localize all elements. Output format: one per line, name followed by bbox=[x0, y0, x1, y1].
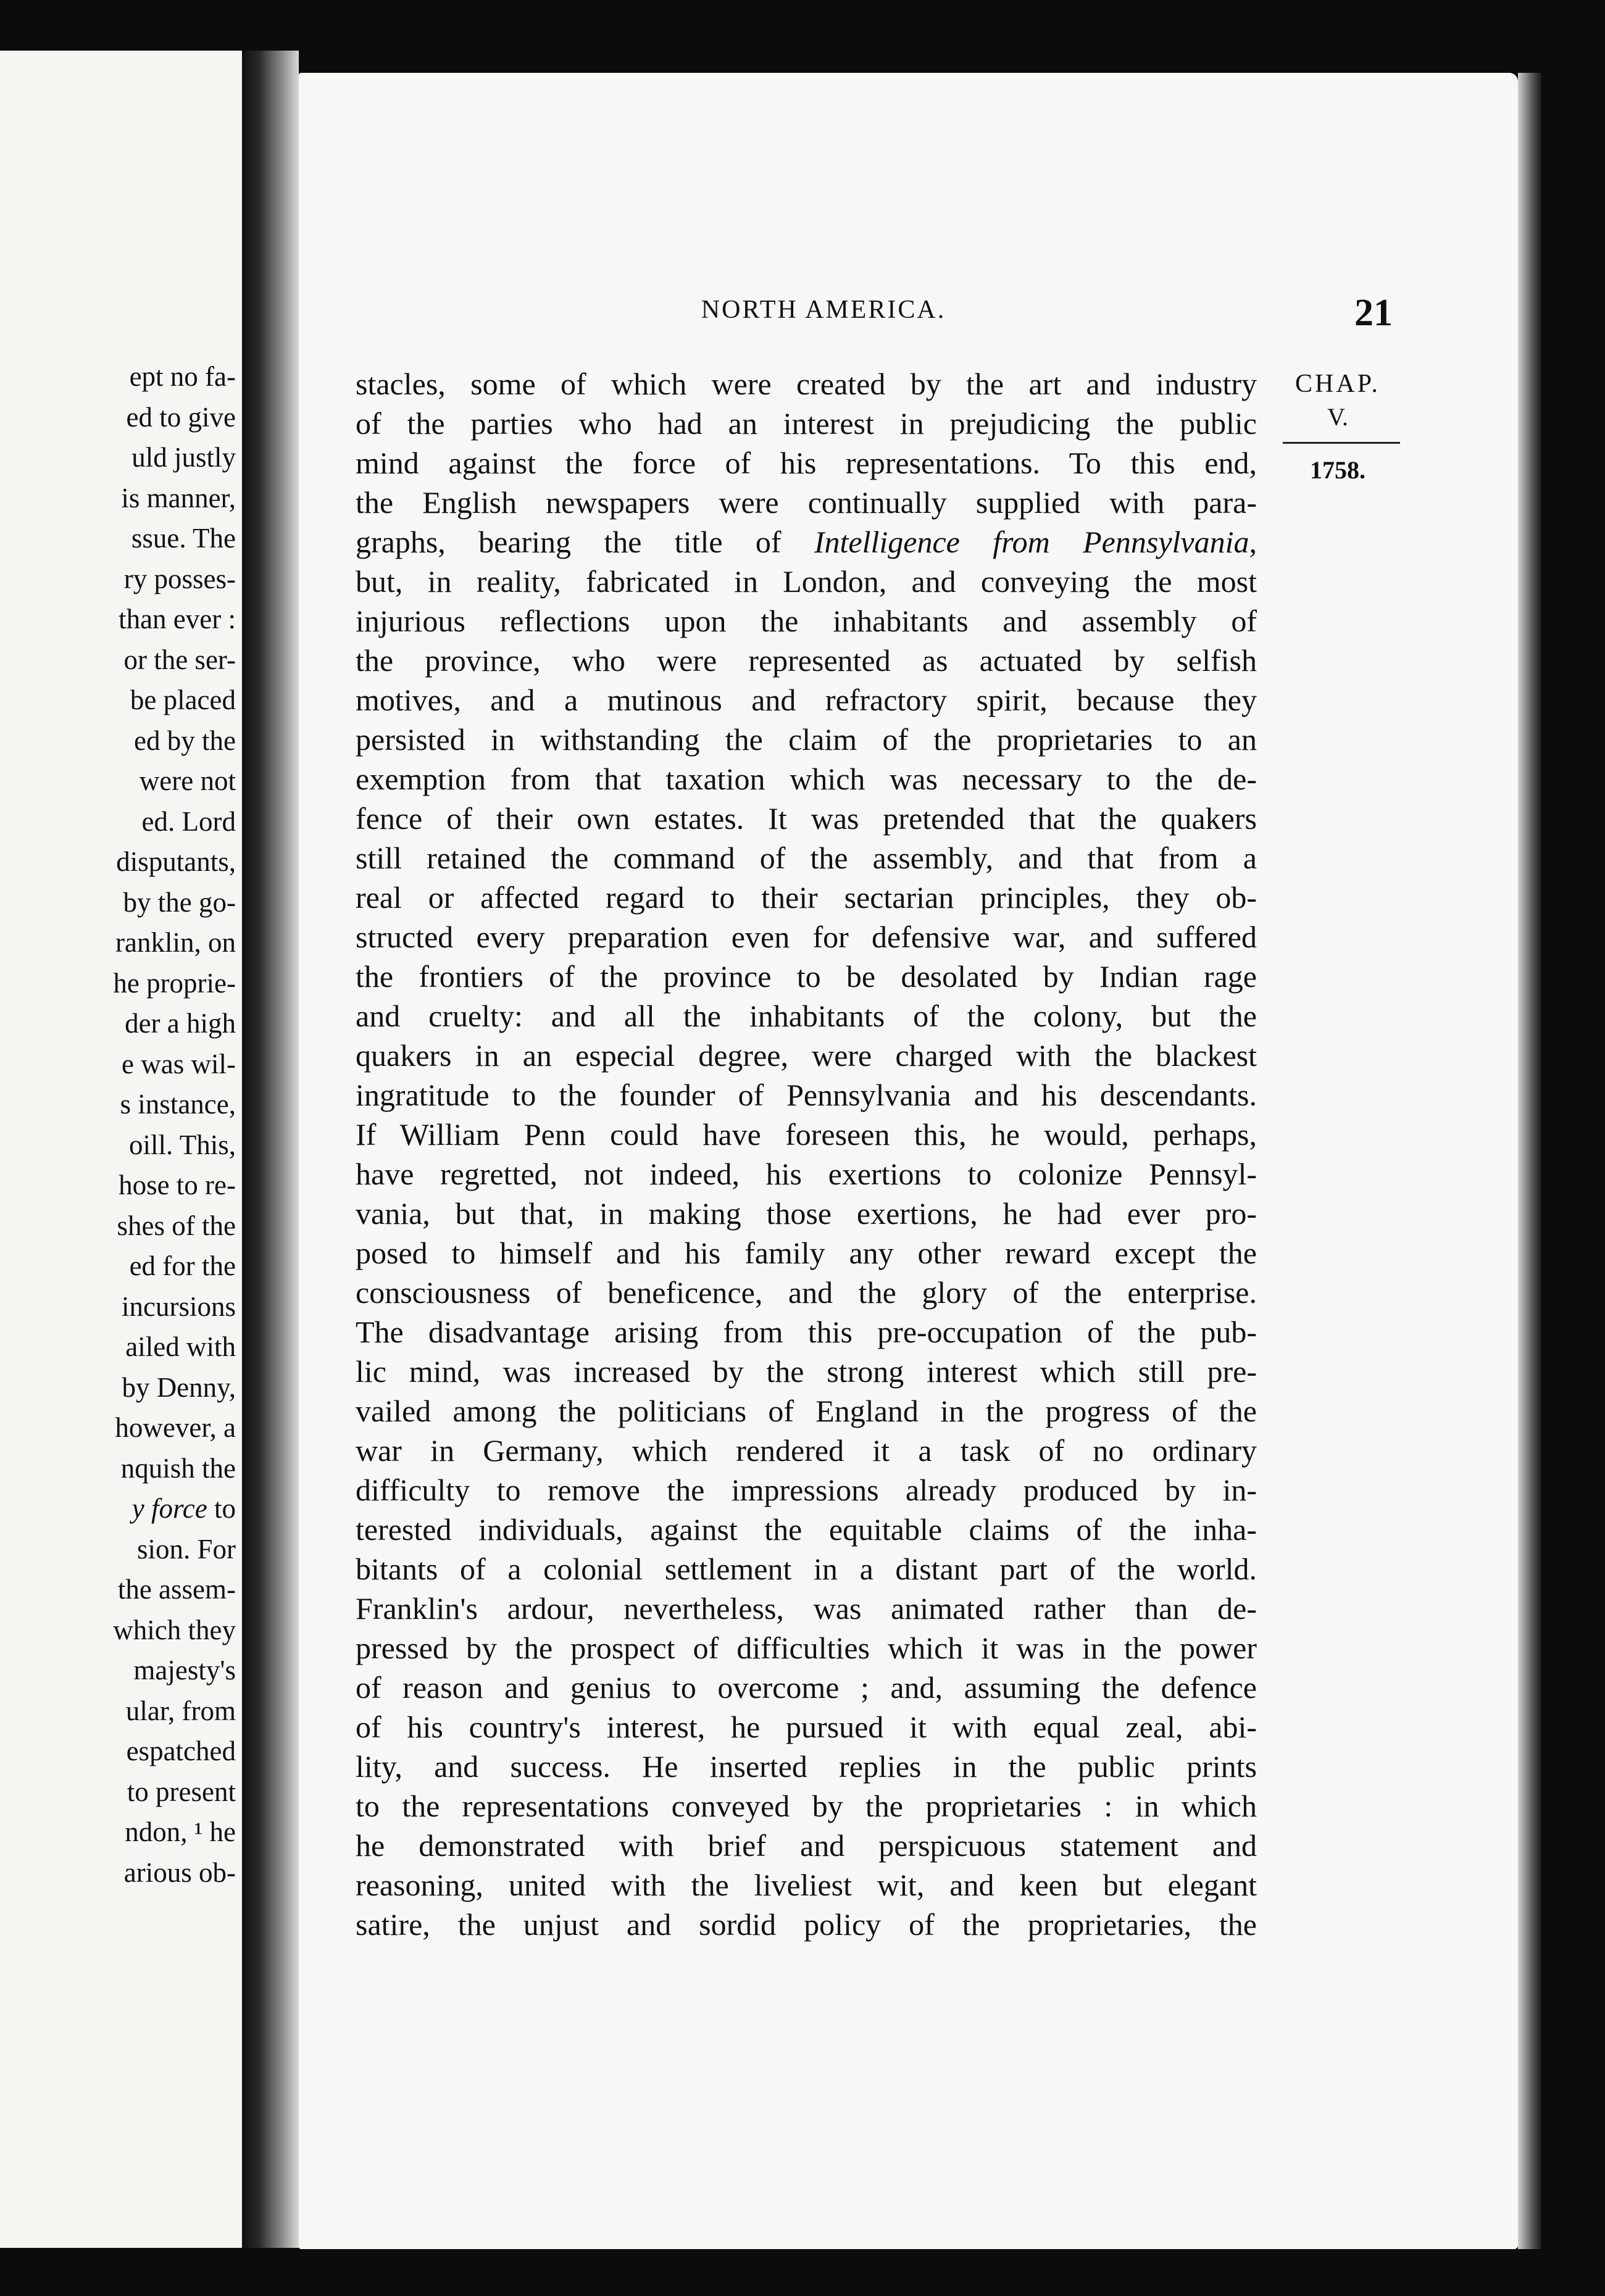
book-gutter bbox=[242, 51, 299, 2248]
body-line: If William Penn could have foreseen this, he would, perhaps, bbox=[356, 1117, 1257, 1152]
body-line: lic mind, was increased by the strong interest which still pre- bbox=[356, 1354, 1257, 1389]
body-line: still retained the command of the assembly, and that from a bbox=[356, 841, 1257, 875]
left-page-line: ed for the bbox=[129, 1250, 236, 1281]
left-page-line: ept no fa- bbox=[129, 361, 236, 392]
body-line: vania, but that, in making those exertions, he had ever pro- bbox=[356, 1196, 1257, 1231]
body-line: have regretted, not indeed, his exertions to colonize Pennsyl- bbox=[356, 1157, 1257, 1191]
body-line: vailed among the politicians of England in the progress of the bbox=[356, 1394, 1257, 1428]
body-line: but, in reality, fabricated in London, and conveying the most bbox=[356, 564, 1257, 599]
left-page-line: oill. This, bbox=[129, 1129, 236, 1160]
left-page-line: ed. Lord bbox=[141, 805, 236, 837]
body-line: ingratitude to the founder of Pennsylvania and his descendants. bbox=[356, 1078, 1257, 1112]
body-line: real or affected regard to their sectarian principles, they ob- bbox=[356, 880, 1257, 915]
body-line: persisted in withstanding the claim of the proprietaries to an bbox=[356, 722, 1257, 757]
body-line: motives, and a mutinous and refractory spirit, because they bbox=[356, 683, 1257, 717]
left-page-line: e was wil- bbox=[122, 1048, 236, 1079]
left-page-line: s instance, bbox=[120, 1089, 236, 1120]
body-line: the frontiers of the province to be desolated by Indian rage bbox=[356, 959, 1257, 994]
body-line: fence of their own estates. It was pretended that the quakers bbox=[356, 801, 1257, 836]
body-line: satire, the unjust and sordid policy of the proprietaries, the bbox=[356, 1907, 1257, 1942]
left-page-line: shes of the bbox=[117, 1210, 236, 1241]
left-page-line: sion. For bbox=[136, 1533, 236, 1565]
body-line: Franklin's ardour, nevertheless, was animated rather than de- bbox=[356, 1591, 1257, 1626]
left-page-line: arious ob- bbox=[123, 1857, 236, 1888]
left-page-line: uld justly bbox=[131, 442, 236, 473]
left-page-line: ular, from bbox=[125, 1695, 236, 1726]
body-line: graphs, bearing the title of Intelligence from Pennsylvania, bbox=[356, 525, 1257, 559]
left-page-line: ndon, ¹ he bbox=[125, 1816, 236, 1847]
margin-chapter-label: CHAP. bbox=[1295, 370, 1380, 398]
body-line: he demonstrated with brief and perspicuous statement and bbox=[356, 1828, 1257, 1863]
body-line: pressed by the prospect of difficulties which it was in the power bbox=[356, 1631, 1257, 1665]
left-page-line: the assem- bbox=[117, 1574, 236, 1605]
body-line: of reason and genius to overcome ; and, assuming the defence bbox=[356, 1670, 1257, 1705]
running-head: NORTH AMERICA. bbox=[701, 296, 946, 324]
body-line: and cruelty: and all the inhabitants of the colony, but the bbox=[356, 999, 1257, 1033]
left-page-line: to present bbox=[127, 1776, 236, 1807]
page-edge bbox=[1518, 73, 1541, 2249]
body-line: to the representations conveyed by the proprietaries : in which bbox=[356, 1789, 1257, 1823]
left-page-line: nquish the bbox=[120, 1452, 236, 1484]
left-page-line: by the go- bbox=[123, 886, 236, 918]
body-line: of his country's interest, he pursued it with equal zeal, abi- bbox=[356, 1710, 1257, 1744]
body-line: difficulty to remove the impressions already produced by in- bbox=[356, 1473, 1257, 1507]
left-page-line: ssue. The bbox=[131, 523, 236, 554]
left-page-line: hose to re- bbox=[119, 1170, 236, 1200]
body-text bbox=[356, 364, 1257, 1944]
left-page-line: however, a bbox=[115, 1412, 236, 1443]
left-page-line: be placed bbox=[130, 684, 236, 715]
margin-year: 1758. bbox=[1310, 456, 1365, 484]
body-line: reasoning, united with the liveliest wit, and keen but elegant bbox=[356, 1868, 1257, 1902]
body-line: mind against the force of his representations. To this end, bbox=[356, 446, 1257, 480]
body-line: quakers in an especial degree, were charged with the blackest bbox=[356, 1038, 1257, 1073]
body-line: posed to himself and his family any other reward except the bbox=[356, 1236, 1257, 1270]
left-page-line: der a high bbox=[125, 1008, 236, 1039]
margin-chapter-number: V. bbox=[1327, 403, 1348, 431]
left-page-line: or the ser- bbox=[123, 644, 236, 675]
left-page-line: disputants, bbox=[116, 846, 236, 877]
left-page-line: espatched bbox=[126, 1736, 236, 1766]
body-line: terested individuals, against the equitable claims of the inha- bbox=[356, 1512, 1257, 1547]
left-page-line: ailed with bbox=[125, 1331, 236, 1362]
margin-rule bbox=[1283, 442, 1400, 444]
body-line: of the parties who had an interest in prejudicing the public bbox=[356, 406, 1257, 441]
body-line: consciousness of beneficence, and the glory of the enterprise. bbox=[356, 1275, 1257, 1310]
left-page-line: ranklin, on bbox=[115, 927, 236, 958]
body-line: lity, and success. He inserted replies in the public prints bbox=[356, 1749, 1257, 1784]
body-line: the province, who were represented as actuated by selfish bbox=[356, 643, 1257, 678]
left-page-line: which they bbox=[113, 1614, 236, 1645]
left-page-line: majesty's bbox=[133, 1655, 236, 1686]
left-page-line: by Denny, bbox=[122, 1371, 236, 1403]
body-line: the English newspapers were continually supplied with para- bbox=[356, 485, 1257, 520]
left-page-line: y force to bbox=[131, 1493, 236, 1524]
body-line: The disadvantage arising from this pre-occupation of the pub- bbox=[356, 1315, 1257, 1349]
left-page-line: he proprie- bbox=[113, 967, 236, 999]
page-number: 21 bbox=[1354, 292, 1393, 334]
body-line: injurious reflections upon the inhabitants and assembly of bbox=[356, 604, 1257, 638]
body-line: stacles, some of which were created by the art and industry bbox=[356, 367, 1257, 401]
left-page bbox=[0, 51, 242, 2248]
left-page-line: ed by the bbox=[134, 725, 236, 756]
body-line: exemption from that taxation which was necessary to the de- bbox=[356, 762, 1257, 796]
left-page-line: incursions bbox=[122, 1291, 236, 1322]
left-page-line: were not bbox=[139, 765, 236, 796]
body-line: war in Germany, which rendered it a task of no ordinary bbox=[356, 1433, 1257, 1468]
body-line: bitants of a colonial settlement in a distant part of the world. bbox=[356, 1552, 1257, 1586]
left-page-line: than ever : bbox=[119, 604, 236, 634]
body-line: structed every preparation even for defensive war, and suffered bbox=[356, 920, 1257, 954]
left-page-line: ed to give bbox=[126, 401, 236, 433]
left-page-line: is manner, bbox=[121, 482, 236, 514]
left-page-line: ry posses- bbox=[123, 563, 236, 594]
